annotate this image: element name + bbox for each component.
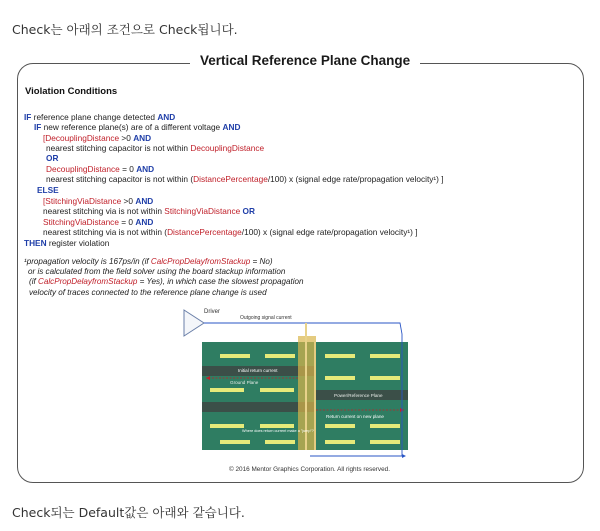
power-plane-label: Power/Reference Plane (334, 393, 383, 398)
violation-heading: Violation Conditions (25, 86, 118, 97)
condition-line: nearest stitching capacitor is not within (DistancePercentage/100) x (signal edge rate/propagation velocity¹) ] (46, 174, 444, 184)
condition-line: ELSE (37, 185, 59, 195)
condition-line: nearest stitching via is not within (DistancePercentage/100) x (signal edge rate/propagation velocity¹) ] (43, 227, 418, 237)
outgoing-label: Outgoing signal current (240, 315, 292, 321)
footnote: ¹propagation velocity is 167ps/in (if CalcPropDelayfromStackup = No) or is calculated from the field solver using the board stackup information (if CalcPropDelayfromStackup = Yes), in which case the slowest propagation velocity of traces connected to the reference plane change is used (24, 257, 304, 297)
initial-return-label: Initial return current (238, 368, 278, 373)
condition-line: THEN register violation (24, 238, 110, 248)
return-new-plane-label: Return current on new plane (326, 414, 384, 419)
condition-line: nearest stitching capacitor is not within DecouplingDistance (46, 143, 265, 153)
ground-plane-label: Ground Plane (230, 380, 259, 385)
condition-line: OR (46, 153, 59, 163)
condition-line: [StitchingViaDistance >0 AND (43, 196, 154, 206)
condition-line: nearest stitching via is not within StitchingViaDistance OR (43, 206, 256, 216)
outro-text: Check되는 Default값은 아래와 같습니다. (12, 505, 245, 520)
copyright: © 2016 Mentor Graphics Corporation. All rights reserved. (229, 466, 390, 473)
left-plane-stack (202, 342, 314, 450)
condition-line: StitchingViaDistance = 0 AND (43, 217, 154, 227)
condition-line: IF reference plane change detected AND (24, 112, 176, 122)
condition-line: IF new reference plane(s) are of a different voltage AND (34, 122, 241, 132)
condition-line: DecouplingDistance = 0 AND (46, 164, 155, 174)
panel-title: Vertical Reference Plane Change (190, 53, 420, 68)
driver-icon (184, 310, 204, 336)
driver-label: Driver (204, 309, 220, 315)
condition-line: [DecouplingDistance >0 AND (43, 133, 152, 143)
where-label: Where does return current make a "jump"? (242, 429, 314, 433)
intro-text: Check는 아래의 조건으로 Check됩니다. (12, 22, 238, 37)
reference-plane-diagram (180, 306, 420, 466)
